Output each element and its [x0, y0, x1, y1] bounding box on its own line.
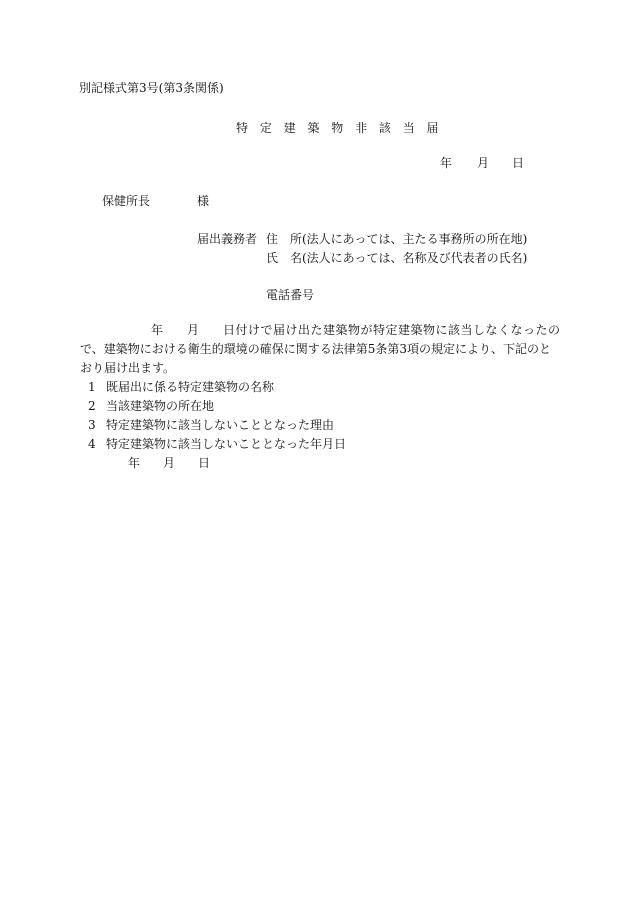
date-top-month: 月 — [477, 156, 490, 170]
name-label: 氏 名 — [266, 251, 303, 265]
body-line-1: 日付けで届け出た建築物が特定建築物に該当しなくなったの — [223, 323, 561, 337]
name-note: (法人にあっては、名称及び代表者の氏名) — [302, 251, 528, 265]
body-month: 月 — [187, 323, 200, 337]
body-year: 年 — [151, 323, 164, 337]
address-note: (法人にあっては、主たる事務所の所在地) — [302, 232, 528, 246]
item-text: 特定建築物に該当しないこととなった年月日 — [106, 437, 347, 451]
item-text: 既届出に係る特定建築物の名称 — [106, 380, 275, 394]
form-reference: 別記様式第3号(第3条関係) — [79, 81, 224, 95]
item-number: 2 — [88, 399, 96, 413]
phone-label: 電話番号 — [266, 288, 315, 302]
address-label: 住 所 — [266, 232, 303, 246]
item-text: 特定建築物に該当しないこととなった理由 — [106, 418, 335, 432]
addressee-office: 保健所長 — [102, 194, 151, 208]
body-line-3: おり届け出ます。 — [80, 361, 176, 375]
item-number: 1 — [88, 380, 96, 394]
item-number: 4 — [88, 437, 96, 451]
notifier-label: 届出義務者 — [197, 232, 258, 246]
date-top-day: 日 — [512, 156, 525, 170]
date-top-year: 年 — [440, 156, 453, 170]
body-line-2: で、建築物における衛生的環境の確保に関する法律第5条第3項の規定により、下記のと — [80, 342, 552, 356]
date-bottom-day: 日 — [198, 456, 211, 470]
date-bottom-month: 月 — [163, 456, 176, 470]
item-number: 3 — [88, 418, 96, 432]
document-title: 特 定 建 築 物 非 該 当 届 — [236, 121, 443, 135]
date-bottom-year: 年 — [128, 456, 141, 470]
addressee-honorific: 様 — [197, 194, 210, 208]
item-text: 当該建築物の所在地 — [106, 399, 215, 413]
